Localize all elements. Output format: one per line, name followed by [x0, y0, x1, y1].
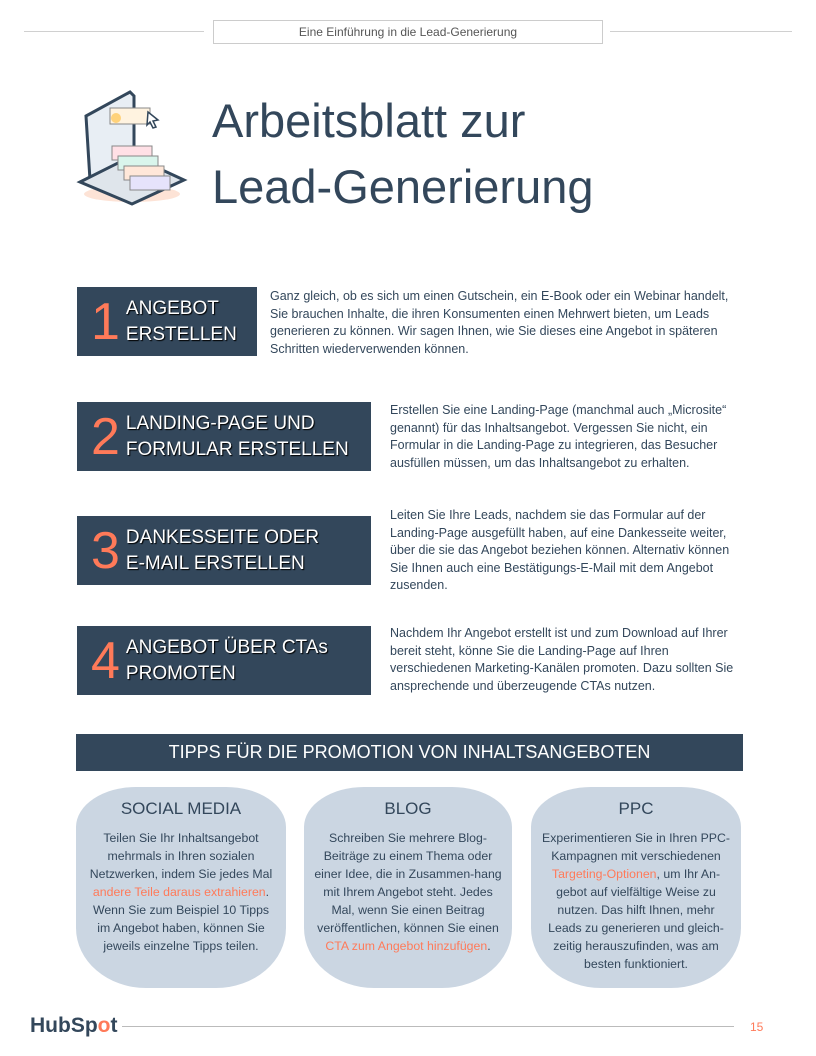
- tip-blog: [304, 787, 512, 988]
- step-card-1: [77, 287, 257, 356]
- step-label: DANKESSEITE ODER E-MAIL ERSTELLEN: [125, 526, 320, 574]
- tip-text: Experimentieren Sie in Ihren PPC-Kampagnen mit verschiedenen Targeting-Optionen, um Ihr An-gebot auf vielfältige Weise zu nutzen. Das hilft Ihnen, mehr Leads zu generieren und gleich-zeitig herauszufinden, was am besten funktioniert.: [542, 831, 730, 971]
- tip-title: PPC: [618, 799, 654, 818]
- step-card-4: [77, 626, 371, 695]
- step-label: LANDING-PAGE UND FORMULAR ERSTELLEN: [125, 412, 349, 460]
- tip-link[interactable]: Targeting-Optionen: [551, 867, 657, 881]
- title-line-2: Lead-Generierung: [212, 160, 594, 213]
- step-description-4: Nachdem Ihr Angebot erstellt ist und zum Download auf Ihrer bereit steht, könne Sie die Landing-Page auf Ihren verschiedenen Marketing-Kanälen promoten. Dazu sollten Sie ansprechende und überzeugende CTAs nutzen.: [390, 626, 734, 693]
- step-number: 3: [91, 521, 120, 580]
- footer-rule: [122, 1026, 734, 1027]
- step-description-1: Ganz gleich, ob es sich um einen Gutschein, ein E-Book oder ein Webinar handelt, Sie brauchen Inhalte, die ihren Konsumenten einen Mehrwert bieten, um Leads generieren zu können. Wir sagen Ihnen, wie Sie dieses eine Angebot in späteren Schritten wiederverwenden können.: [270, 289, 729, 356]
- header-rule-left: [24, 31, 204, 32]
- step-number: 1: [91, 292, 120, 351]
- title-line-1: Arbeitsblatt zur: [212, 94, 526, 147]
- step-number: 2: [91, 407, 120, 466]
- running-header: Eine Einführung in die Lead-Generierung: [213, 20, 603, 44]
- tip-link[interactable]: CTA zum Angebot hinzufügen: [325, 939, 488, 953]
- laptop-illustration-icon: [72, 86, 192, 206]
- tip-title: SOCIAL MEDIA: [120, 799, 242, 818]
- header-rule-right: [610, 31, 792, 32]
- step-label: ANGEBOT ERSTELLEN: [125, 297, 237, 345]
- page-title: [212, 88, 594, 220]
- step-card-2: [77, 402, 371, 471]
- step-label: ANGEBOT ÜBER CTAs PROMOTEN: [125, 636, 328, 684]
- tip-ppc: [531, 787, 741, 988]
- step-description-2: Erstellen Sie eine Landing-Page (manchmal auch „Microsite“ genannt) für das Inhaltsangebot. Vergessen Sie nicht, ein Formular in die Landing-Page zu integrieren, das Besucher ausfüllen müssen, um das Inhaltsangebot zu erhalten.: [390, 403, 727, 470]
- step-number: 4: [91, 631, 120, 690]
- tip-social-media: [76, 787, 286, 988]
- step-description-3: Leiten Sie Ihre Leads, nachdem sie das Formular auf der Landing-Page ausgefüllt haben, auf eine Dankesseite weiter, über die sie das Angebot beziehen können. Alternativ können Sie Ihnen auch eine Bestätigungs-E-Mail mit dem Angebot zusenden.: [390, 508, 730, 592]
- tip-link[interactable]: andere Teile daraus extrahieren: [92, 885, 266, 899]
- page-number: 15: [750, 1020, 764, 1034]
- step-card-3: [77, 516, 371, 585]
- tips-banner: TIPPS FÜR DIE PROMOTION VON INHALTSANGEBOTEN: [76, 734, 743, 771]
- tip-title: BLOG: [384, 799, 432, 818]
- tip-text: Schreiben Sie mehrere Blog-Beiträge zu einem Thema oder einer Idee, die in Zusammen-hang mit Ihrem Angebot steht. Jedes Mal, wenn Sie einen Beitrag veröffentlichen, können Sie einen CTA zum Angebot hinzufügen.: [314, 831, 502, 953]
- hubspot-logo: HubSpot: [30, 1014, 118, 1037]
- tip-text: Teilen Sie Ihr Inhaltsangebot mehrmals in Ihren sozialen Netzwerken, indem Sie jedes Mal andere Teile daraus extrahieren. Wenn Sie zum Beispiel 10 Tipps im Angebot haben, können Sie jeweils einzelne Tipps teilen.: [89, 831, 273, 953]
